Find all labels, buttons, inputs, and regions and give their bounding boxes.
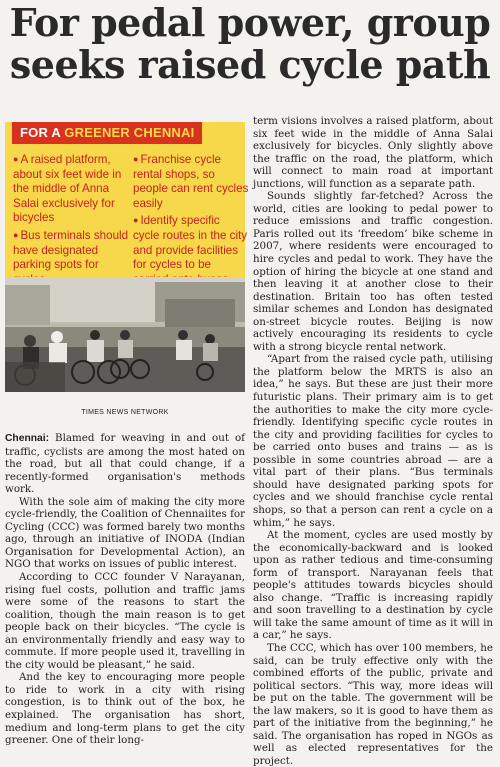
- green-chennai-infobox: [5, 122, 249, 277]
- street-cyclists-photo: [5, 277, 245, 392]
- infobox-left-list: [13, 152, 129, 289]
- infobox-item: ● Identify specific cycle routes in the city and provide facilities for cycles to be: [133, 213, 249, 302]
- article-paragraph: With the sole aim of making the city more cycle-friendly, the Coalition of Chennaiites for Cycling (CCC) was formed barely two months ago, through an initiative of INODA (Indian Organisation for Developmental Action), an NGO that works on issues of public interest.: [5, 495, 245, 571]
- infobox-title-accent: GREENER CHENNAI: [64, 125, 195, 140]
- infobox-item: ● A raised platform, about six feet wide in the middle of Anna Salai exclusively for bicycles: [13, 152, 129, 226]
- article-paragraph: term visions involves a raised platform, about six feet wide in the middle of Anna Salai exclusively for bicycles. Only slightly above the traffic on the road, the platform, which will connect to main road at important junctions, will function as a separate path.: [253, 115, 493, 190]
- infobox-title: [12, 122, 202, 144]
- news-credit: TIMES NEWS NETWORK: [81, 409, 169, 416]
- infobox-title-prefix: FOR A: [20, 125, 61, 140]
- article-column-right: [253, 115, 493, 767]
- article-paragraph: Sounds slightly far-fetched? Across the world, cities are looking to pedal power to reduce emissions and traffic congestion. Paris rolled out its ‘freedom’ bike scheme in 2007, where residents were encouraged to hire cycles and pedal to work. They have the option of hiring the bicycle at one stand and then leaving it at another close to their destination. Britain too has often tested similar schemes and London has designated on-street bicycle routes. Beijing is now actively encouraging its residents to cycle with a strong bicycle rental network.: [253, 190, 493, 353]
- article-paragraph: And the key to encouraging more people to ride to work in a city with rising congestion, is to think out of the box, he explained. The organisation has short, medium and long-term plans to get the city greener. One of their long-: [5, 671, 245, 747]
- headline: For pedal power, group seeks raised cycle path: [9, 0, 491, 87]
- article-column-left: [5, 432, 245, 747]
- dateline: Chennai:: [5, 433, 50, 444]
- article-paragraph: The CCC, which has over 100 members, he said, can be truly effective only with the combined efforts of the public, private and political sectors. “This way, more ideas will be put on the table. The government will be the law makers, so it is good to have them as part of the initiative from the beginning,” he said. The organisation has roped in NGOs as well as elected representatives for the project.: [253, 641, 493, 767]
- infobox-item: ● Bus terminals should have designated parking spots for: [13, 228, 129, 287]
- infobox-item: ● Franchise cycle rental shops, so people can rent cycles easily: [133, 152, 249, 211]
- article-paragraph: According to CCC founder V Narayanan, rising fuel costs, pollution and traffic jams were some of the reasons to start the coalition, though the main reason is to get people back on their bicycles. “The cycle is an environmentally friendly and easy way to commute. If more people used it, travelling in the city would be pleasant,” he said.: [5, 571, 245, 671]
- cyclists-image: [5, 277, 245, 392]
- article-paragraph: “Apart from the raised cycle path, utilising the platform below the MRTS is also an idea,” he says. But these are just their more futuristic plans. Their primary aim is to get the authorities to make the city more cycle-friendly. Identifying specific cycle routes in the city and providing facilities for cycles to be carried onto buses and trains — as is possible in some countries abroad — are a vital part of their plans. “Bus terminals should have designated parking spots for cycles and we should franchise cycle rental shops, so that a person can rent a cycle on a whim,” he says.: [253, 353, 493, 529]
- article-paragraph: [5, 432, 245, 496]
- article-paragraph: At the moment, cycles are used mostly by the economically-backward and is looked upon as rather tedious and time-consuming form of transport. Narayanan feels that people's attitudes towards bicycles should also change. “Traffic is increasing rapidly and soon travelling to a destination by cycle will take the same amount of time as it will in a car,” he says.: [253, 529, 493, 642]
- paragraph-text: Blamed for weaving in and out of traffic, cyclists are among the most hated on the road, but all that could change, if a recently-formed organisation's methods work.: [5, 432, 245, 496]
